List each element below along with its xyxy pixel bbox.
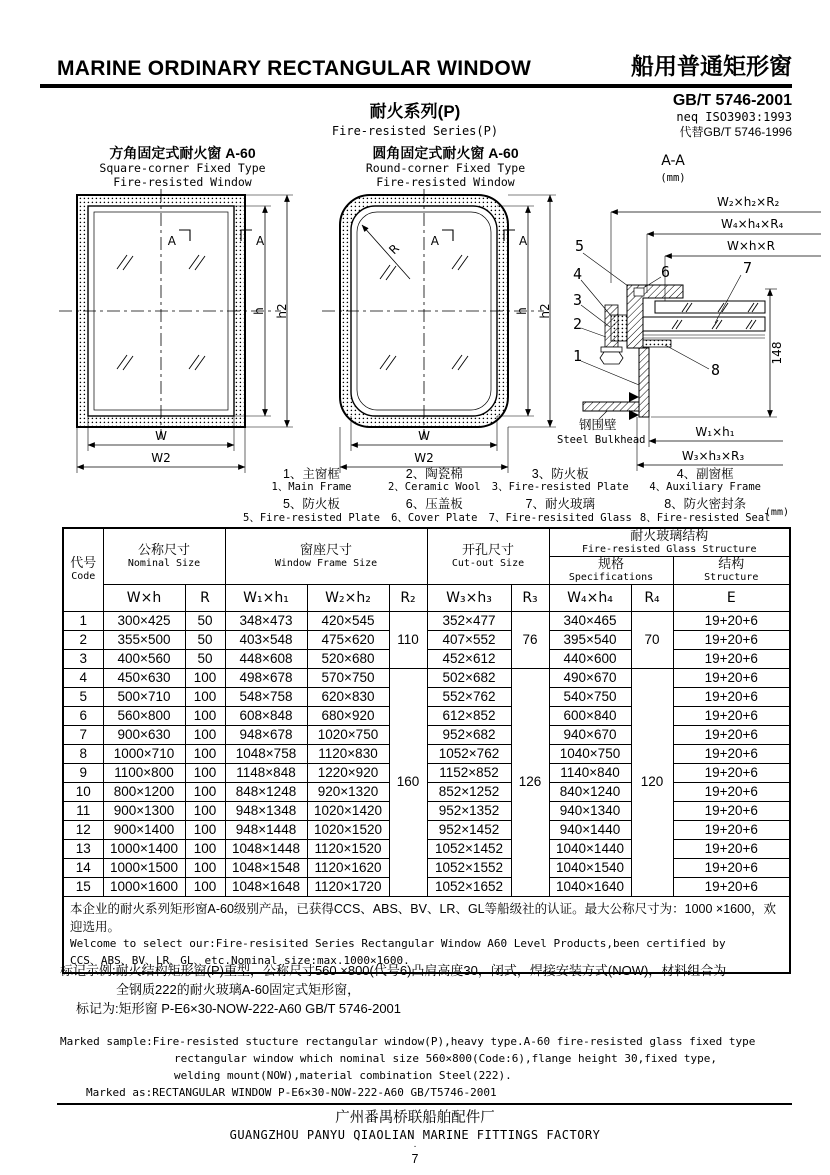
legend-1-zh: 1、主窗框 <box>282 467 340 481</box>
legend-3-en: 3、Fire-resisted Plate <box>491 481 629 494</box>
table-cell: 1120×1720 <box>307 877 389 896</box>
legend-item-5 <box>243 497 380 523</box>
col-header-code-zh: 代号 <box>70 555 97 571</box>
dim-label-r: R <box>386 241 403 258</box>
table-cell: 110 <box>389 611 427 668</box>
table-cell: 1048×758 <box>225 744 307 763</box>
unit-r4: R₄ <box>631 584 673 611</box>
table-cell: 50 <box>185 611 225 630</box>
legend-5-zh: 5、防火板 <box>282 497 340 512</box>
table-cell: 7 <box>63 725 103 744</box>
table-cell: 160 <box>389 668 427 896</box>
dimension-w1h1 <box>649 417 783 447</box>
col-header-cutout <box>427 528 549 584</box>
unit-w2h2: W₂×h₂ <box>307 584 389 611</box>
col-header-cutout-zh: 开孔尺寸 <box>461 541 514 557</box>
table-cell: 19+20+6 <box>673 877 790 896</box>
page-footer <box>0 1109 830 1168</box>
col-header-frame-zh: 窗座尺寸 <box>299 541 352 557</box>
unit-w4h4: W₄×h₄ <box>549 584 631 611</box>
table-cell: 100 <box>185 706 225 725</box>
parts-legend <box>243 467 771 524</box>
table-cell: 19+20+6 <box>673 763 790 782</box>
table-cell: 2 <box>63 630 103 649</box>
table-cell: 50 <box>185 630 225 649</box>
table-cell: 840×1240 <box>549 782 631 801</box>
table-cell: 5 <box>63 687 103 706</box>
table-row <box>63 725 790 744</box>
table-cell: 19+20+6 <box>673 687 790 706</box>
table-cell: 19+20+6 <box>673 611 790 630</box>
table-cell: 352×477 <box>427 611 511 630</box>
callout-3: 3 <box>573 291 583 309</box>
col-header-glass-zh: 耐火玻璃结构 <box>630 528 709 543</box>
table-cell: 490×670 <box>549 668 631 687</box>
table-cell: 1048×1648 <box>225 877 307 896</box>
col-header-glass-en: Fire-resisted Glass Structure <box>581 543 757 555</box>
table-cell: 1040×1440 <box>549 839 631 858</box>
dim-label-w2: W2 <box>414 451 434 466</box>
legend-5-en: 5、Fire-resisted Plate <box>243 511 380 524</box>
legend-4-zh: 4、副窗框 <box>676 467 734 481</box>
marking-note-zh3: 标记为:矩形窗 P-E6×30-NOW-222-A60 GB/T 5746-2001 <box>76 1000 402 1016</box>
callout-1: 1 <box>573 347 583 365</box>
col-header-code-en: Code <box>71 571 96 583</box>
table-row <box>63 763 790 782</box>
round-window-drawing <box>318 189 573 481</box>
table-cell: 12 <box>63 820 103 839</box>
table-cell: 13 <box>63 839 103 858</box>
unit-r2: R₂ <box>389 584 427 611</box>
dimension-w2h2r2 <box>611 195 821 283</box>
table-cell: 1000×710 <box>103 744 185 763</box>
table-cell: 952×1452 <box>427 820 511 839</box>
table-cell: 19+20+6 <box>673 725 790 744</box>
table-row <box>63 630 790 649</box>
col-header-nominal-zh: 公称尺寸 <box>137 541 190 557</box>
legend-6-en: 6、Cover Plate <box>391 511 478 524</box>
dim-label-w: W <box>155 429 167 444</box>
col-header-structure-zh: 结构 <box>718 555 745 571</box>
table-cell: 403×548 <box>225 630 307 649</box>
table-cell: 50 <box>185 649 225 668</box>
dim-label-h2: h2 <box>275 303 289 320</box>
table-cell: 1052×1452 <box>427 839 511 858</box>
marking-note-zh1: 标记示例:耐火结构矩形窗(P)重型，公称尺寸560 ×800(代号6)凸肩高度30，闭式，焊接安装方式(NOW)，材料组合为 <box>60 963 727 978</box>
square-window-drawing <box>55 189 310 481</box>
table-cell: 600×840 <box>549 706 631 725</box>
marking-note-en1: Marked sample:Fire-resisted stucture rectangular window(P),heavy type.A-60 fire-resisted glass fixed type <box>60 1034 756 1048</box>
legend-item-8 <box>640 497 771 523</box>
section-marker-a-left: A <box>430 234 439 249</box>
table-cell: 100 <box>185 763 225 782</box>
table-cell: 1040×1640 <box>549 877 631 896</box>
figure-round-title <box>318 145 573 189</box>
unit-w3h3: W₃×h₃ <box>427 584 511 611</box>
table-row <box>63 839 790 858</box>
figure-round-title-zh: 圆角固定式耐火窗 A-60 <box>372 145 519 161</box>
table-cell: 1020×750 <box>307 725 389 744</box>
table-note-zh: 本企业的耐火系列矩形窗A-60级别产品，已获得CCS、ABS、BV、LR、GL等船级社的认证。最大公称尺寸为：1000 ×1600，欢迎选用。 <box>70 901 777 934</box>
table-cell: 348×473 <box>225 611 307 630</box>
legend-2-zh: 2、陶瓷棉 <box>405 467 463 481</box>
marking-note-en2: rectangular window which nominal size 560×800(Code:6),flange height 30,fixed type, <box>174 1051 718 1065</box>
table-unit-note: (mm) <box>764 507 789 518</box>
callout-4: 4 <box>573 265 583 283</box>
section-marker-a-left: A <box>167 234 176 249</box>
table-row <box>63 706 790 725</box>
table-cell: 540×750 <box>549 687 631 706</box>
page-number-dot: · <box>413 1141 417 1153</box>
table-cell: 848×1248 <box>225 782 307 801</box>
standard-neq: neq ISO3903:1993 <box>676 110 792 125</box>
table-cell: 100 <box>185 782 225 801</box>
table-note-en1: Welcome to select our:Fire-resisited Series Rectangular Window A60 Level Products,been certified by <box>70 937 726 951</box>
table-cell: 548×758 <box>225 687 307 706</box>
table-cell: 852×1252 <box>427 782 511 801</box>
marking-notes <box>60 962 800 1101</box>
table-cell: 612×852 <box>427 706 511 725</box>
table-cell: 100 <box>185 668 225 687</box>
legend-8-zh: 8、防火密封条 <box>664 497 747 512</box>
series-title <box>315 97 515 138</box>
table-cell: 1120×1620 <box>307 858 389 877</box>
table-cell: 10 <box>63 782 103 801</box>
table-cell: 1000×1600 <box>103 877 185 896</box>
table-cell: 1020×1520 <box>307 820 389 839</box>
legend-7-en: 7、Fire-resisited Glass <box>488 511 632 524</box>
legend-7-zh: 7、耐火玻璃 <box>525 497 595 512</box>
section-assembly <box>583 285 765 420</box>
footer-divider <box>57 1103 792 1105</box>
figure-square-title-en2: Fire-resisted Window <box>113 174 252 189</box>
table-cell: 475×620 <box>307 630 389 649</box>
table-cell: 948×1348 <box>225 801 307 820</box>
table-cell: 76 <box>511 611 549 668</box>
section-marker-a-right: A <box>519 234 528 249</box>
legend-item-2 <box>388 467 481 493</box>
legend-item-7 <box>489 497 632 523</box>
unit-e: E <box>673 584 790 611</box>
table-cell: 19+20+6 <box>673 858 790 877</box>
table-cell: 680×920 <box>307 706 389 725</box>
table-cell: 940×1340 <box>549 801 631 820</box>
table-cell: 19+20+6 <box>673 801 790 820</box>
table-cell: 100 <box>185 744 225 763</box>
dim-label-w3h3r3: W₃×h₃×R₃ <box>681 449 745 463</box>
dim-label-h2: h2 <box>538 303 552 320</box>
callout-2: 2 <box>573 315 583 333</box>
table-cell: 400×560 <box>103 649 185 668</box>
dim-label-w1h1: W₁×h₁ <box>695 425 735 439</box>
col-header-structure-en: Structure <box>704 571 759 583</box>
table-cell: 1120×830 <box>307 744 389 763</box>
col-header-spec-zh: 规格 <box>597 555 624 571</box>
table-cell: 100 <box>185 877 225 896</box>
table-note-en2: CCS、ABS、BV、LR、GL、etc.Nominal size:max.1000×1600. <box>70 953 410 967</box>
table-row <box>63 877 790 896</box>
table-cell: 498×678 <box>225 668 307 687</box>
col-header-glass <box>549 528 790 556</box>
marking-note-en4: Marked as:RECTANGULAR WINDOW P-E6×30-NOW-222-A60 GB/T5746-2001 <box>86 1085 497 1099</box>
standard-replaces: 代替GB/T 5746-1996 <box>679 124 792 139</box>
col-header-code <box>63 528 103 611</box>
table-cell: 1048×1548 <box>225 858 307 877</box>
table-cell: 9 <box>63 763 103 782</box>
unit-r3: R₃ <box>511 584 549 611</box>
table-cell: 126 <box>511 668 549 896</box>
dim-label-w: W <box>418 429 430 444</box>
col-header-structure <box>673 556 790 584</box>
table-row <box>63 649 790 668</box>
table-row <box>63 744 790 763</box>
dim-label-w2h2r2: W₂×h₂×R₂ <box>717 195 780 209</box>
figure-round-window <box>318 145 573 481</box>
spec-table <box>62 527 791 974</box>
table-cell: 355×500 <box>103 630 185 649</box>
col-header-spec <box>549 556 673 584</box>
table-cell: 19+20+6 <box>673 839 790 858</box>
table-cell: 940×670 <box>549 725 631 744</box>
callout-7: 7 <box>743 259 753 277</box>
table-cell: 900×1400 <box>103 820 185 839</box>
figure-square-title-zh: 方角固定式耐火窗 A-60 <box>109 145 256 161</box>
table-cell: 560×800 <box>103 706 185 725</box>
legend-4-en: 4、Auxiliary Frame <box>649 481 762 494</box>
page-title-zh: 船用普通矩形窗 <box>631 53 792 79</box>
table-row <box>63 820 790 839</box>
table-cell: 120 <box>631 668 673 896</box>
table-cell: 19+20+6 <box>673 782 790 801</box>
figure-square-title <box>55 145 310 189</box>
legend-3-zh: 3、防火板 <box>531 467 589 481</box>
table-cell: 300×425 <box>103 611 185 630</box>
table-cell: 450×630 <box>103 668 185 687</box>
dim-label-148: 148 <box>770 341 784 365</box>
table-cell: 620×830 <box>307 687 389 706</box>
table-row <box>63 801 790 820</box>
table-cell: 1052×762 <box>427 744 511 763</box>
table-cell: 948×678 <box>225 725 307 744</box>
legend-item-1 <box>243 467 380 493</box>
dim-label-h: h <box>252 307 266 316</box>
unit-wh: W×h <box>103 584 185 611</box>
table-cell: 800×1200 <box>103 782 185 801</box>
col-header-frame <box>225 528 427 584</box>
table-row <box>63 858 790 877</box>
standard-number: GB/T 5746-2001 <box>672 92 792 109</box>
table-cell: 15 <box>63 877 103 896</box>
legend-item-3 <box>489 467 632 493</box>
table-cell: 1 <box>63 611 103 630</box>
bulkhead-label-zh: 钢围壁 <box>579 417 617 432</box>
table-row <box>63 782 790 801</box>
table-cell: 100 <box>185 801 225 820</box>
table-cell: 100 <box>185 725 225 744</box>
table-cell: 1100×800 <box>103 763 185 782</box>
table-cell: 1048×1448 <box>225 839 307 858</box>
table-cell: 19+20+6 <box>673 668 790 687</box>
table-cell: 100 <box>185 687 225 706</box>
bulkhead-label-en: Steel Bulkhead <box>557 434 646 446</box>
table-row <box>63 687 790 706</box>
table-row <box>63 611 790 630</box>
table-cell: 19+20+6 <box>673 744 790 763</box>
col-header-spec-en: Specifications <box>568 571 654 583</box>
table-cell: 920×1320 <box>307 782 389 801</box>
table-cell: 1040×750 <box>549 744 631 763</box>
table-cell: 520×680 <box>307 649 389 668</box>
table-cell: 1120×1520 <box>307 839 389 858</box>
factory-name-en: GUANGZHOU PANYU QIAOLIAN MARINE FITTINGS FACTORY <box>229 1127 601 1142</box>
spec-table-header <box>63 528 790 611</box>
col-header-nominal <box>103 528 225 584</box>
legend-6-zh: 6、压盖板 <box>405 497 463 512</box>
table-cell: 1052×1652 <box>427 877 511 896</box>
title-divider <box>40 84 792 88</box>
table-cell: 1052×1552 <box>427 858 511 877</box>
dim-label-w2: W2 <box>151 451 171 466</box>
table-cell: 14 <box>63 858 103 877</box>
section-title: A-A <box>661 153 685 169</box>
table-cell: 100 <box>185 839 225 858</box>
table-cell: 4 <box>63 668 103 687</box>
table-cell: 1220×920 <box>307 763 389 782</box>
table-cell: 1020×1420 <box>307 801 389 820</box>
col-header-frame-en: Window Frame Size <box>274 557 378 569</box>
table-cell: 502×682 <box>427 668 511 687</box>
legend-8-en: 8、Fire-resisted Seal <box>639 511 771 524</box>
table-cell: 8 <box>63 744 103 763</box>
table-cell: 19+20+6 <box>673 630 790 649</box>
callout-6: 6 <box>661 263 671 281</box>
table-cell: 452×612 <box>427 649 511 668</box>
figure-round-title-en2: Fire-resisted Window <box>376 174 515 189</box>
table-cell: 570×750 <box>307 668 389 687</box>
legend-item-4 <box>640 467 771 493</box>
dim-label-whr: W×h×R <box>727 239 775 253</box>
dim-label-w4h4r4: W₄×h₄×R₄ <box>721 217 784 231</box>
table-cell: 1000×1400 <box>103 839 185 858</box>
page-number: 7 <box>411 1152 419 1167</box>
table-cell: 948×1448 <box>225 820 307 839</box>
table-cell: 407×552 <box>427 630 511 649</box>
table-cell: 952×1352 <box>427 801 511 820</box>
table-cell: 500×710 <box>103 687 185 706</box>
table-cell: 1040×1540 <box>549 858 631 877</box>
section-marker-a-right: A <box>256 234 265 249</box>
figure-square-title-en1: Square-corner Fixed Type <box>99 160 266 175</box>
table-cell: 3 <box>63 649 103 668</box>
table-cell: 70 <box>631 611 673 668</box>
table-cell: 1000×1500 <box>103 858 185 877</box>
figure-round-title-en1: Round-corner Fixed Type <box>365 160 526 175</box>
legend-item-6 <box>388 497 481 523</box>
table-cell: 1152×852 <box>427 763 511 782</box>
page-header <box>57 48 792 81</box>
table-row <box>63 668 790 687</box>
standards-block <box>673 91 792 139</box>
table-cell: 11 <box>63 801 103 820</box>
table-cell: 420×545 <box>307 611 389 630</box>
dimension-w4h4r4 <box>647 217 821 293</box>
table-cell: 395×540 <box>549 630 631 649</box>
page-title-en: MARINE ORDINARY RECTANGULAR WINDOW <box>57 57 532 80</box>
marking-note-zh2: 全钢质222的耐火玻璃A-60固定式矩形窗， <box>116 981 361 997</box>
table-cell: 100 <box>185 858 225 877</box>
table-cell: 608×848 <box>225 706 307 725</box>
callout-8: 8 <box>711 361 721 379</box>
table-cell: 19+20+6 <box>673 649 790 668</box>
table-cell: 19+20+6 <box>673 706 790 725</box>
marking-note-en3: welding mount(NOW),material combination Steel(222). <box>174 1068 512 1082</box>
table-cell: 100 <box>185 820 225 839</box>
table-cell: 6 <box>63 706 103 725</box>
col-header-nominal-en: Nominal Size <box>127 557 201 569</box>
section-unit: (mm) <box>660 172 686 184</box>
table-cell: 900×1300 <box>103 801 185 820</box>
unit-w1h1: W₁×h₁ <box>225 584 307 611</box>
table-cell: 19+20+6 <box>673 820 790 839</box>
col-header-cutout-en: Cut-out Size <box>451 557 525 569</box>
table-cell: 340×465 <box>549 611 631 630</box>
figure-square-window <box>55 145 310 481</box>
table-cell: 1140×840 <box>549 763 631 782</box>
unit-r: R <box>185 584 225 611</box>
table-cell: 1148×848 <box>225 763 307 782</box>
series-title-en: Fire-resisted Series(P) <box>331 124 499 138</box>
series-title-zh: 耐火系列(P) <box>369 102 461 121</box>
table-cell: 440×600 <box>549 649 631 668</box>
dim-label-h: h <box>515 307 529 316</box>
legend-2-en: 2、Ceramic Wool <box>387 481 481 494</box>
spec-table-body <box>63 611 790 896</box>
factory-name-zh: 广州番禺桥联船舶配件厂 <box>335 1110 495 1126</box>
legend-1-en: 1、Main Frame <box>271 481 352 494</box>
table-cell: 940×1440 <box>549 820 631 839</box>
callout-5: 5 <box>575 237 585 255</box>
table-cell: 900×630 <box>103 725 185 744</box>
table-cell: 552×762 <box>427 687 511 706</box>
table-cell: 952×682 <box>427 725 511 744</box>
table-cell: 448×608 <box>225 649 307 668</box>
